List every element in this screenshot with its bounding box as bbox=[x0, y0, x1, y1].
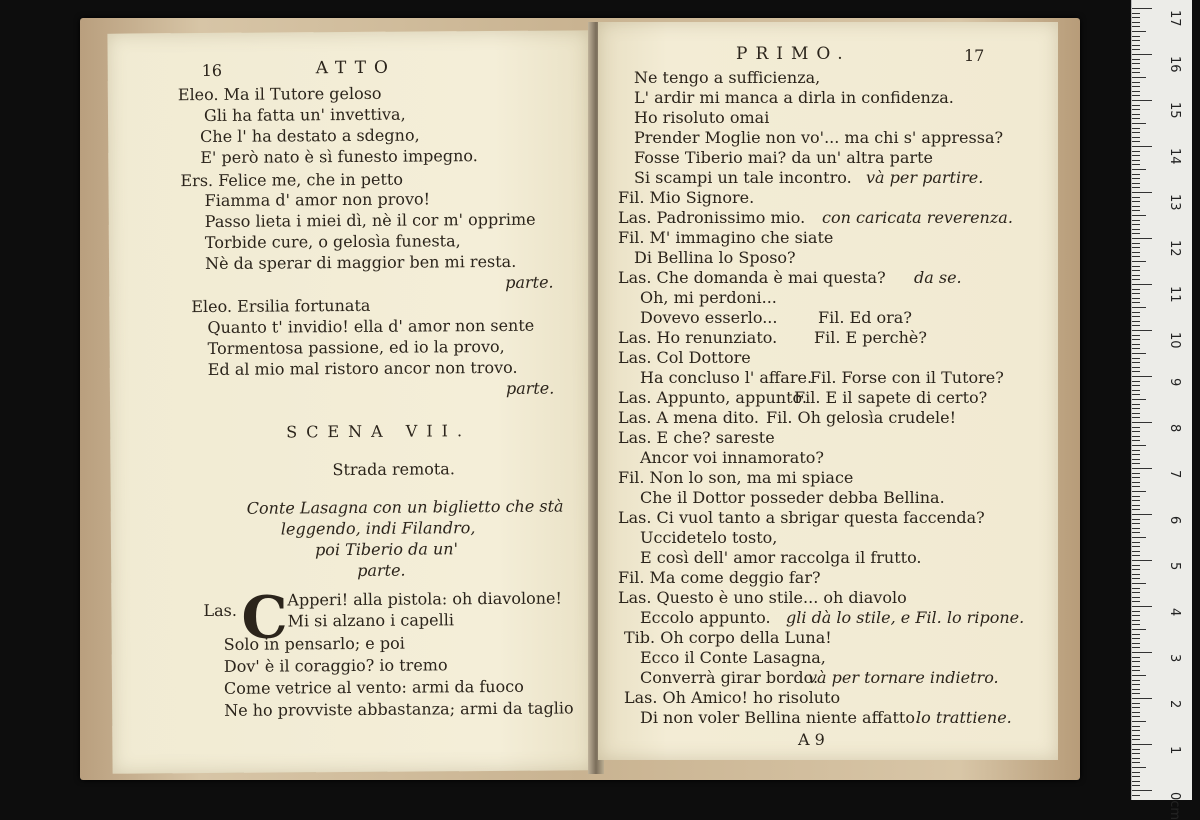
text-line: Passo lieta i miei dì, nè il cor m' opprime bbox=[204, 209, 536, 232]
ruler-tick bbox=[1132, 758, 1140, 759]
text-line: Ho risoluto omai bbox=[634, 108, 770, 127]
ruler-tick bbox=[1132, 698, 1152, 699]
ruler-tick bbox=[1132, 54, 1152, 55]
ruler-tick bbox=[1132, 192, 1152, 193]
ruler-tick bbox=[1132, 77, 1146, 78]
text-line: Fil. Non lo son, ma mi spiace bbox=[618, 468, 854, 487]
ruler-number: 9 bbox=[1167, 378, 1182, 387]
ruler-tick bbox=[1132, 491, 1146, 492]
ruler-tick bbox=[1132, 528, 1140, 529]
ruler-tick bbox=[1132, 560, 1152, 561]
text-line: Ne ho provviste abbastanza; armi da taglio bbox=[224, 698, 574, 720]
text-line: Torbide cure, o gelosìa funesta, bbox=[204, 231, 461, 253]
ruler-tick bbox=[1132, 417, 1140, 418]
ruler-tick bbox=[1132, 721, 1146, 722]
ruler-tick bbox=[1132, 215, 1146, 216]
ruler-tick bbox=[1132, 353, 1146, 354]
text-line: Eccolo appunto. bbox=[640, 608, 771, 627]
ruler-tick bbox=[1132, 601, 1140, 602]
ruler-tick bbox=[1132, 367, 1140, 368]
ruler-tick bbox=[1132, 118, 1140, 119]
ruler-number: 7 bbox=[1167, 470, 1182, 479]
ruler-number: 11 bbox=[1167, 286, 1182, 303]
ruler-tick bbox=[1132, 588, 1140, 589]
ruler-tick bbox=[1132, 302, 1140, 303]
ruler-tick bbox=[1132, 629, 1146, 630]
text-line: Che l' ha destato a sdegno, bbox=[200, 125, 420, 147]
ruler-tick bbox=[1132, 45, 1140, 46]
right-running-head: PRIMO. bbox=[736, 44, 851, 64]
exit-direction: parte. bbox=[505, 272, 554, 292]
text-line: Las. Che domanda è mai questa? bbox=[618, 268, 886, 287]
ruler-tick bbox=[1132, 146, 1152, 147]
ruler-tick bbox=[1132, 261, 1146, 262]
text-line: Fiamma d' amor non provo! bbox=[204, 189, 431, 211]
ruler-tick bbox=[1132, 109, 1140, 110]
ruler-tick bbox=[1132, 537, 1146, 538]
ruler-tick bbox=[1132, 611, 1140, 612]
left-running-head: ATTO bbox=[315, 57, 397, 79]
ruler-tick bbox=[1132, 243, 1140, 244]
text-line: Quanto t' invidio! ella d' amor non sente bbox=[207, 315, 535, 337]
text-line: Uccidetelo tosto, bbox=[640, 528, 778, 547]
ruler-tick bbox=[1132, 781, 1140, 782]
ruler-tick bbox=[1132, 574, 1140, 575]
ruler-tick bbox=[1132, 233, 1140, 234]
ruler-tick bbox=[1132, 137, 1140, 138]
ruler-tick bbox=[1132, 463, 1140, 464]
ruler-tick bbox=[1132, 160, 1140, 161]
text-line: E' però nato è sì funesto impegno. bbox=[200, 146, 478, 168]
ruler-tick bbox=[1132, 546, 1140, 547]
scene-setting: Strada remota. bbox=[332, 459, 455, 480]
ruler-tick bbox=[1132, 339, 1140, 340]
ruler-tick bbox=[1132, 174, 1140, 175]
ruler-tick bbox=[1132, 256, 1140, 257]
text-line: Las. Ho renunziato. bbox=[618, 328, 778, 347]
ruler-tick bbox=[1132, 643, 1140, 644]
speaker-label: Las. bbox=[203, 600, 237, 621]
ruler-tick bbox=[1132, 385, 1140, 386]
ruler-tick bbox=[1132, 293, 1140, 294]
ruler-tick bbox=[1132, 693, 1140, 694]
ruler-tick bbox=[1132, 675, 1146, 676]
ruler-tick bbox=[1132, 689, 1140, 690]
text-line: Las. A mena dito. bbox=[618, 408, 759, 427]
ruler-tick bbox=[1132, 252, 1140, 253]
ruler-tick bbox=[1132, 197, 1140, 198]
ruler-tick bbox=[1132, 394, 1140, 395]
stage-direction-line: parte. bbox=[357, 560, 406, 580]
text-line: Tormentosa passione, ed io la provo, bbox=[207, 336, 505, 358]
ruler-number: 0cm bbox=[1167, 792, 1182, 820]
ruler-tick bbox=[1132, 477, 1140, 478]
text-line: Tib. Oh corpo della Luna! bbox=[624, 628, 832, 647]
text-line: Eleo. Ma il Tutore geloso bbox=[177, 83, 382, 105]
ruler-tick bbox=[1132, 624, 1140, 625]
ruler-tick bbox=[1132, 523, 1140, 524]
text-line: Ers. Felice me, che in petto bbox=[180, 169, 404, 191]
ruler-tick bbox=[1132, 569, 1140, 570]
ruler-tick bbox=[1132, 289, 1140, 290]
text-line: E così dell' amor raccolga il frutto. bbox=[640, 548, 922, 567]
text-line: Mi si alzano i capelli bbox=[287, 610, 455, 631]
ruler-tick bbox=[1132, 316, 1140, 317]
ruler-tick bbox=[1132, 155, 1140, 156]
text-line: Las. Padronissimo mio. bbox=[618, 208, 806, 227]
ruler-tick bbox=[1132, 95, 1140, 96]
ruler-tick bbox=[1132, 238, 1152, 239]
ruler-tick bbox=[1132, 270, 1140, 271]
ruler-tick bbox=[1132, 615, 1140, 616]
ruler-tick bbox=[1132, 381, 1140, 382]
ruler-tick bbox=[1132, 325, 1140, 326]
text-line: Ne tengo a sufficienza, bbox=[634, 68, 821, 87]
ruler-number: 3 bbox=[1167, 654, 1182, 663]
text-line: Come vetrice al vento: armi da fuoco bbox=[223, 676, 524, 698]
ruler-tick bbox=[1132, 592, 1140, 593]
ruler-tick bbox=[1132, 312, 1140, 313]
ruler-tick bbox=[1132, 40, 1140, 41]
ruler-tick bbox=[1132, 178, 1140, 179]
text-line: Converrà girar bordo. bbox=[640, 668, 819, 687]
signature-mark: A 9 bbox=[798, 730, 825, 749]
ruler-tick bbox=[1132, 739, 1140, 740]
text-line: Las. Questo è uno stile... oh diavolo bbox=[618, 588, 907, 607]
ruler-tick bbox=[1132, 772, 1140, 773]
ruler-tick bbox=[1132, 307, 1146, 308]
ruler-tick bbox=[1132, 749, 1140, 750]
ruler-tick bbox=[1132, 201, 1140, 202]
ruler-tick bbox=[1132, 509, 1140, 510]
text-line: Di Bellina lo Sposo? bbox=[634, 248, 796, 267]
ruler-tick bbox=[1132, 647, 1140, 648]
ruler-tick bbox=[1132, 26, 1140, 27]
left-page-number: 16 bbox=[201, 60, 223, 81]
ruler-tick bbox=[1132, 210, 1140, 211]
ruler-tick bbox=[1132, 726, 1140, 727]
ruler-tick bbox=[1132, 542, 1140, 543]
ruler-tick bbox=[1132, 187, 1140, 188]
ruler-tick bbox=[1132, 49, 1140, 50]
ruler-tick bbox=[1132, 229, 1140, 230]
ruler-tick bbox=[1132, 408, 1140, 409]
ruler-tick bbox=[1132, 551, 1140, 552]
ruler-tick bbox=[1132, 59, 1140, 60]
aside: Fil. Ed ora? bbox=[818, 308, 912, 327]
ruler-number: 17 bbox=[1167, 10, 1182, 27]
ruler-number: 2 bbox=[1167, 700, 1182, 709]
text-line: Che il Dottor posseder debba Bellina. bbox=[640, 488, 945, 507]
ruler-tick bbox=[1132, 298, 1140, 299]
ruler-number: 12 bbox=[1167, 240, 1182, 257]
text-line: Apperi! alla pistola: oh diavolone! bbox=[287, 588, 562, 610]
ruler-tick bbox=[1132, 72, 1140, 73]
ruler-tick bbox=[1132, 36, 1140, 37]
left-page bbox=[107, 30, 594, 773]
right-page-number: 17 bbox=[964, 46, 985, 65]
ruler-tick bbox=[1132, 445, 1146, 446]
text-line: Fil. M' immagino che siate bbox=[618, 228, 834, 247]
ruler-tick bbox=[1132, 652, 1152, 653]
aside: và per tornare indietro. bbox=[808, 668, 999, 687]
ruler-tick bbox=[1132, 86, 1140, 87]
ruler-tick bbox=[1132, 17, 1140, 18]
ruler-tick bbox=[1132, 482, 1140, 483]
ruler-tick bbox=[1132, 220, 1140, 221]
aside: Fil. Oh gelosìa crudele! bbox=[766, 408, 957, 427]
stage-direction-line: poi Tiberio da un' bbox=[314, 539, 459, 560]
text-line: Ecco il Conte Lasagna, bbox=[640, 648, 826, 667]
ruler-tick bbox=[1132, 744, 1152, 745]
ruler-tick bbox=[1132, 634, 1140, 635]
ruler-number: 14 bbox=[1167, 148, 1182, 165]
ruler-tick bbox=[1132, 247, 1140, 248]
aside: con caricata reverenza. bbox=[822, 208, 1013, 227]
text-line: L' ardir mi manca a dirla in confidenza. bbox=[634, 88, 954, 107]
ruler-tick bbox=[1132, 132, 1140, 133]
ruler-tick bbox=[1132, 335, 1140, 336]
ruler-tick bbox=[1132, 762, 1140, 763]
ruler-tick bbox=[1132, 735, 1140, 736]
text-line: Las. Appunto, appunto. bbox=[618, 388, 807, 407]
ruler-tick bbox=[1132, 22, 1140, 23]
ruler-tick bbox=[1132, 500, 1140, 501]
ruler-tick bbox=[1132, 684, 1140, 685]
ruler-tick bbox=[1132, 169, 1146, 170]
ruler-tick bbox=[1132, 344, 1140, 345]
ruler-tick bbox=[1132, 376, 1152, 377]
ruler-tick bbox=[1132, 399, 1146, 400]
ruler-tick bbox=[1132, 583, 1146, 584]
ruler-tick bbox=[1132, 63, 1140, 64]
ruler-tick bbox=[1132, 206, 1140, 207]
ruler-tick bbox=[1132, 404, 1140, 405]
ruler-tick bbox=[1132, 100, 1152, 101]
ruler-tick bbox=[1132, 164, 1140, 165]
ruler-tick bbox=[1132, 128, 1140, 129]
ruler-tick bbox=[1132, 275, 1140, 276]
ruler-tick bbox=[1132, 450, 1140, 451]
ruler-tick bbox=[1132, 459, 1140, 460]
text-line: Prender Moglie non vo'... ma chi s' appressa? bbox=[634, 128, 1004, 147]
ruler-tick bbox=[1132, 8, 1152, 9]
scene-title: SCENA VII. bbox=[286, 421, 472, 442]
text-line: Las. Ci vuol tanto a sbrigar questa faccenda? bbox=[618, 508, 985, 527]
ruler-tick bbox=[1132, 440, 1140, 441]
ruler-tick bbox=[1132, 716, 1140, 717]
ruler-tick bbox=[1132, 330, 1152, 331]
ruler-tick bbox=[1132, 279, 1140, 280]
ruler-tick bbox=[1132, 578, 1140, 579]
ruler-tick bbox=[1132, 505, 1140, 506]
ruler-number: 1 bbox=[1167, 746, 1182, 755]
text-line: Las. Col Dottore bbox=[618, 348, 751, 367]
text-line: Ed al mio mal ristoro ancor non trovo. bbox=[207, 357, 518, 379]
ruler-tick bbox=[1132, 68, 1140, 69]
ruler-number: 13 bbox=[1167, 194, 1182, 211]
ruler-tick bbox=[1132, 454, 1140, 455]
ruler-tick bbox=[1132, 666, 1140, 667]
stage-direction-line: leggendo, indi Filandro, bbox=[280, 518, 476, 539]
ruler-tick bbox=[1132, 224, 1140, 225]
ruler-number: 10 bbox=[1167, 332, 1182, 349]
text-line: Dovevo esserlo... bbox=[640, 308, 778, 327]
measuring-ruler bbox=[1131, 0, 1192, 820]
ruler-number: 15 bbox=[1167, 102, 1182, 119]
ruler-tick bbox=[1132, 114, 1140, 115]
ruler-tick bbox=[1132, 284, 1152, 285]
ruler-tick bbox=[1132, 670, 1140, 671]
ruler-tick bbox=[1132, 151, 1140, 152]
ruler-tick bbox=[1132, 767, 1146, 768]
text-line: Gli ha fatta un' invettiva, bbox=[203, 104, 406, 126]
ruler-tick bbox=[1132, 785, 1140, 786]
aside: Fil. E perchè? bbox=[814, 328, 927, 347]
ruler-tick bbox=[1132, 91, 1140, 92]
ruler-tick bbox=[1132, 680, 1140, 681]
aside: gli dà lo stile, e Fil. lo ripone. bbox=[786, 608, 1025, 627]
aside: và per partire. bbox=[866, 168, 984, 187]
ruler-tick bbox=[1132, 606, 1152, 607]
ruler-tick bbox=[1132, 661, 1140, 662]
ruler-tick bbox=[1132, 730, 1140, 731]
ruler-tick bbox=[1132, 13, 1140, 14]
ruler-number: 4 bbox=[1167, 608, 1182, 617]
text-line: Fil. Ma come deggio far? bbox=[618, 568, 821, 587]
ruler-tick bbox=[1132, 532, 1140, 533]
text-line: Las. Oh Amico! ho risoluto bbox=[624, 688, 841, 707]
text-line: Nè da sperar di maggior ben mi resta. bbox=[204, 251, 517, 274]
ruler-tick bbox=[1132, 422, 1152, 423]
ruler-tick bbox=[1132, 753, 1140, 754]
ruler-tick bbox=[1132, 427, 1140, 428]
ruler-tick bbox=[1132, 413, 1140, 414]
ruler-tick bbox=[1132, 486, 1140, 487]
aside: da se. bbox=[914, 268, 962, 287]
ruler-tick bbox=[1132, 473, 1140, 474]
ruler-number: 6 bbox=[1167, 516, 1182, 525]
text-line: Fosse Tiberio mai? da un' altra parte bbox=[634, 148, 933, 167]
ruler-tick bbox=[1132, 321, 1140, 322]
ruler-tick bbox=[1132, 436, 1140, 437]
aside: Fil. Forse con il Tutore? bbox=[810, 368, 1004, 387]
ruler-tick bbox=[1132, 362, 1140, 363]
stage-direction-line: Conte Lasagna con un biglietto che stà bbox=[246, 496, 564, 518]
ruler-tick bbox=[1132, 390, 1140, 391]
text-line: Oh, mi perdoni... bbox=[640, 288, 777, 307]
ruler-tick bbox=[1132, 712, 1140, 713]
ruler-tick bbox=[1132, 468, 1152, 469]
text-line: Dov' è il coraggio? io tremo bbox=[223, 655, 448, 676]
ruler-tick bbox=[1132, 123, 1146, 124]
ruler-tick bbox=[1132, 348, 1140, 349]
ruler-number: 5 bbox=[1167, 562, 1182, 571]
ruler-number: 16 bbox=[1167, 56, 1182, 73]
ruler-tick bbox=[1132, 597, 1140, 598]
ruler-tick bbox=[1132, 776, 1140, 777]
exit-direction: parte. bbox=[505, 378, 555, 398]
text-line: Di non voler Bellina niente affatto. bbox=[640, 708, 920, 727]
text-line: Ha concluso l' affare. bbox=[640, 368, 813, 387]
text-line: Eleo. Ersilia fortunata bbox=[191, 295, 371, 317]
aside: lo trattiene. bbox=[916, 708, 1012, 727]
ruler-tick bbox=[1132, 496, 1140, 497]
ruler-tick bbox=[1132, 431, 1140, 432]
ruler-tick bbox=[1132, 371, 1140, 372]
ruler-tick bbox=[1132, 703, 1140, 704]
ruler-tick bbox=[1132, 795, 1140, 796]
text-line: Las. E che? sareste bbox=[618, 428, 775, 447]
ruler-tick bbox=[1132, 141, 1140, 142]
text-line: Si scampi un tale incontro. bbox=[634, 168, 852, 187]
drop-cap: C bbox=[241, 583, 288, 652]
ruler-tick bbox=[1132, 565, 1140, 566]
ruler-tick bbox=[1132, 657, 1140, 658]
ruler-tick bbox=[1132, 790, 1152, 791]
ruler-tick bbox=[1132, 707, 1140, 708]
ruler-tick bbox=[1132, 519, 1140, 520]
ruler-tick bbox=[1132, 266, 1140, 267]
ruler-tick bbox=[1132, 555, 1140, 556]
text-line: Fil. Mio Signore. bbox=[618, 188, 755, 207]
ruler-tick bbox=[1132, 183, 1140, 184]
text-line: Ancor voi innamorato? bbox=[640, 448, 824, 467]
ruler-number: 8 bbox=[1167, 424, 1182, 433]
ruler-tick bbox=[1132, 31, 1146, 32]
ruler-tick bbox=[1132, 358, 1140, 359]
right-page bbox=[598, 22, 1058, 760]
text-line: Solo in pensarlo; e poi bbox=[223, 633, 405, 654]
ruler-tick bbox=[1132, 620, 1140, 621]
ruler-tick bbox=[1132, 82, 1140, 83]
aside: Fil. E il sapete di certo? bbox=[794, 388, 988, 407]
ruler-tick bbox=[1132, 105, 1140, 106]
ruler-tick bbox=[1132, 514, 1152, 515]
ruler-tick bbox=[1132, 638, 1140, 639]
